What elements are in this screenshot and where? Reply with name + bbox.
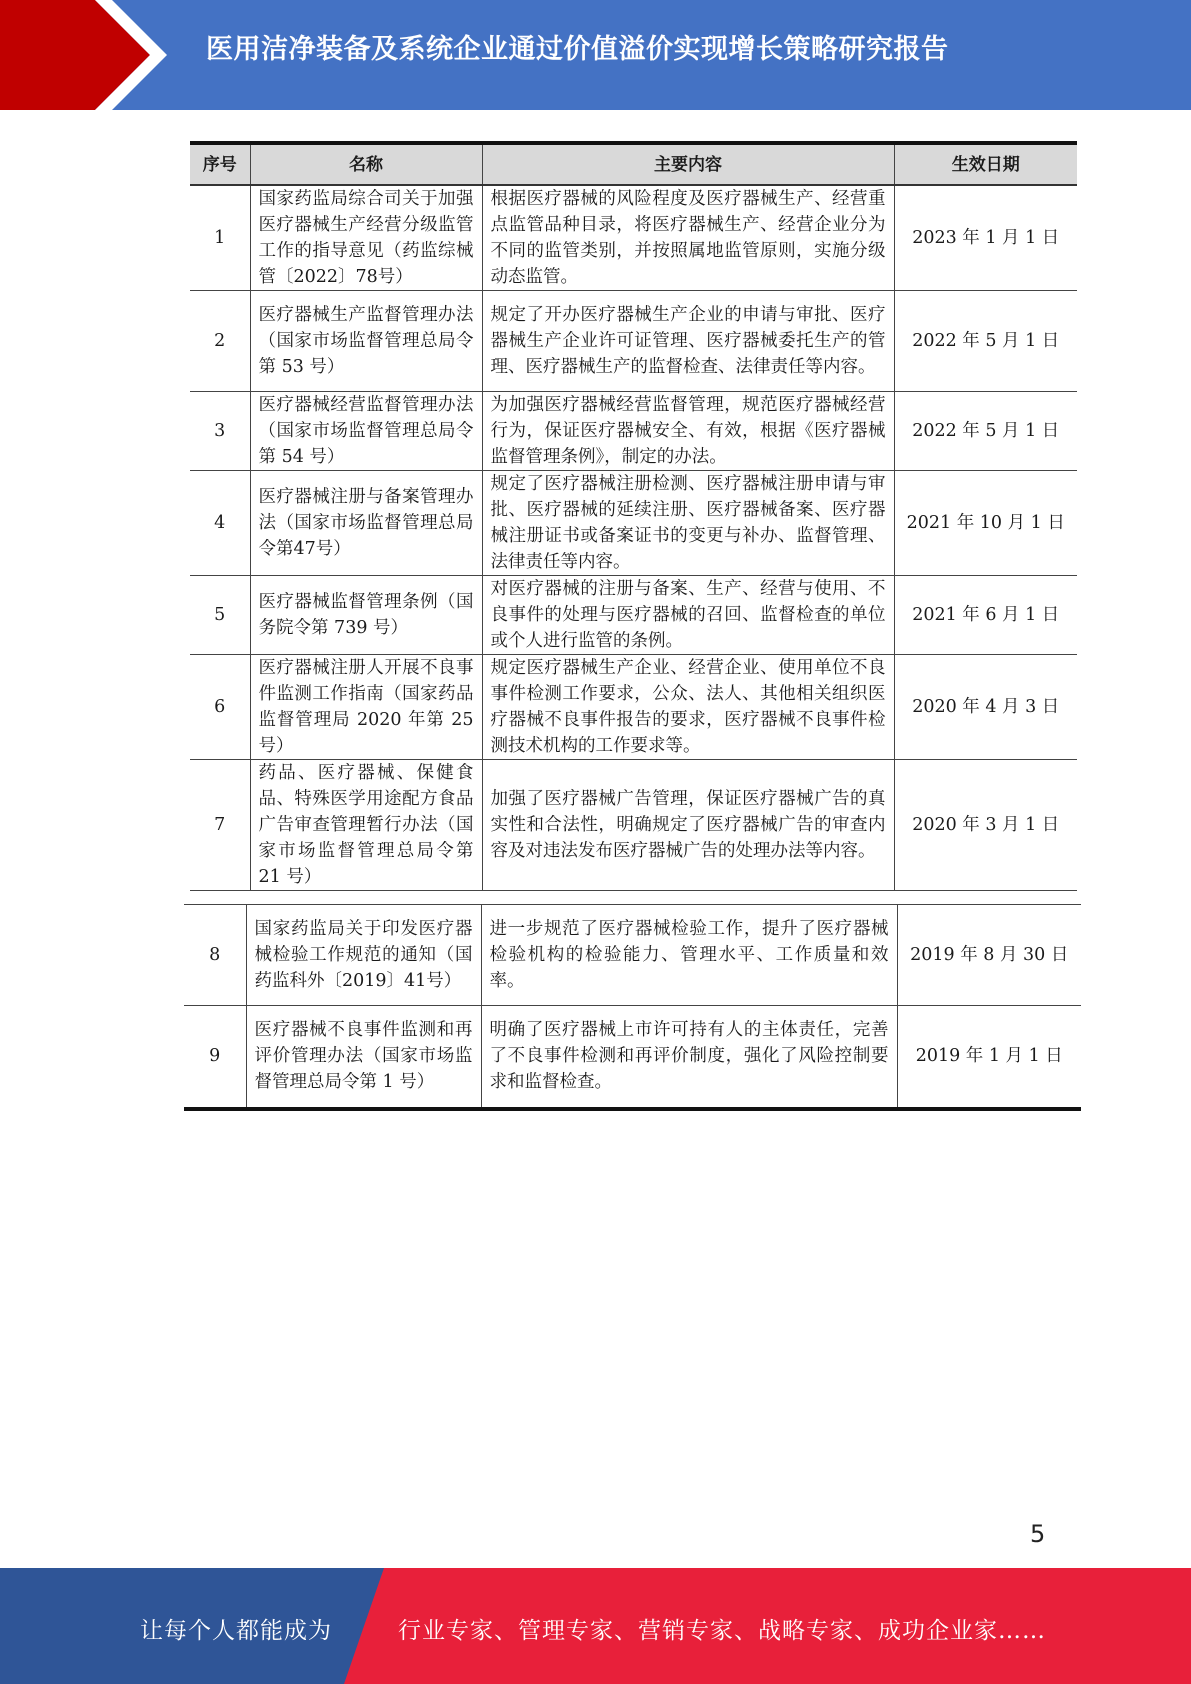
regulations-table — [190, 141, 1077, 891]
regulation-content: 加强了医疗器械广告管理，保证医疗器械广告的真实性和合法性，明确规定了医疗器械广告的审查内容及对违法发布医疗器械广告的处理办法等内容。 — [482, 760, 894, 891]
regulation-content: 进一步规范了医疗器械检验工作，提升了医疗器械检验机构的检验能力、管理水平、工作质量和效率。 — [481, 905, 897, 1006]
regulation-name: 药品、医疗器械、保健食品、特殊医学用途配方食品广告审查管理暂行办法（国家市场监督管理总局令第 21 号） — [250, 760, 482, 891]
report-title: 医用洁净装备及系统企业通过价值溢价实现增长策略研究报告 — [206, 34, 949, 65]
row-number: 1 — [190, 185, 250, 291]
regulation-name: 医疗器械经营监督管理办法（国家市场监督管理总局令第 54 号） — [250, 392, 482, 471]
table-row — [190, 185, 1077, 291]
column-header-name: 名称 — [250, 143, 482, 185]
regulation-content: 根据医疗器械的风险程度及医疗器械生产、经营重点监管品种目录，将医疗器械生产、经营企业分为不同的监管类别，并按照属地监管原则，实施分级动态监管。 — [482, 185, 894, 291]
regulation-name: 医疗器械监督管理条例（国务院令第 739 号） — [250, 576, 482, 655]
table-row — [190, 291, 1077, 392]
effective-date: 2023 年 1 月 1 日 — [894, 185, 1077, 291]
row-number: 3 — [190, 392, 250, 471]
effective-date: 2020 年 4 月 3 日 — [894, 655, 1077, 760]
effective-date: 2021 年 6 月 1 日 — [894, 576, 1077, 655]
header-arrow-decoration — [0, 0, 220, 110]
regulation-name: 医疗器械注册人开展不良事件监测工作指南（国家药品监督管理局 2020 年第 25 号） — [250, 655, 482, 760]
column-header-date: 生效日期 — [894, 143, 1077, 185]
column-header-no: 序号 — [190, 143, 250, 185]
table-header-row — [190, 143, 1077, 185]
regulations-table-continued — [184, 904, 1081, 1111]
column-header-content: 主要内容 — [482, 143, 894, 185]
footer-slogan-left: 让每个人都能成为 — [140, 1618, 332, 1644]
table-row — [190, 576, 1077, 655]
effective-date: 2022 年 5 月 1 日 — [894, 291, 1077, 392]
regulation-content: 规定了医疗器械注册检测、医疗器械注册申请与审批、医疗器械的延续注册、医疗器械备案、医疗器械注册证书或备案证书的变更与补办、监督管理、法律责任等内容。 — [482, 471, 894, 576]
regulation-content: 规定了开办医疗器械生产企业的申请与审批、医疗器械生产企业许可证管理、医疗器械委托生产的管理、医疗器械生产的监督检查、法律责任等内容。 — [482, 291, 894, 392]
effective-date: 2019 年 8 月 30 日 — [897, 905, 1081, 1006]
regulation-name: 医疗器械注册与备案管理办法（国家市场监督管理总局令第47号） — [250, 471, 482, 576]
row-number: 9 — [184, 1006, 246, 1109]
regulation-content: 为加强医疗器械经营监督管理，规范医疗器械经营行为，保证医疗器械安全、有效，根据《医疗器械监督管理条例》，制定的办法。 — [482, 392, 894, 471]
regulation-name: 医疗器械不良事件监测和再评价管理办法（国家市场监督管理总局令第 1 号） — [246, 1006, 481, 1109]
regulation-name: 医疗器械生产监督管理办法（国家市场监督管理总局令第 53 号） — [250, 291, 482, 392]
footer-slogan-right: 行业专家、管理专家、营销专家、战略专家、成功企业家…… — [398, 1618, 1046, 1644]
row-number: 7 — [190, 760, 250, 891]
regulation-name: 国家药监局综合司关于加强医疗器械生产经营分级监管工作的指导意见（药监综械管〔2022〕78号） — [250, 185, 482, 291]
page-number: 5 — [1030, 1520, 1046, 1548]
table-row — [190, 471, 1077, 576]
effective-date: 2020 年 3 月 1 日 — [894, 760, 1077, 891]
row-number: 2 — [190, 291, 250, 392]
table-row — [184, 905, 1081, 1006]
table-row — [190, 760, 1077, 891]
row-number: 8 — [184, 905, 246, 1006]
table-row — [190, 655, 1077, 760]
regulation-content: 明确了医疗器械上市许可持有人的主体责任，完善了不良事件检测和再评价制度，强化了风险控制要求和监督检查。 — [481, 1006, 897, 1109]
row-number: 5 — [190, 576, 250, 655]
regulation-name: 国家药监局关于印发医疗器械检验工作规范的通知（国药监科外〔2019〕41号） — [246, 905, 481, 1006]
effective-date: 2019 年 1 月 1 日 — [897, 1006, 1081, 1109]
table-row — [184, 1006, 1081, 1109]
row-number: 6 — [190, 655, 250, 760]
row-number: 4 — [190, 471, 250, 576]
page-footer — [0, 1568, 1191, 1684]
effective-date: 2021 年 10 月 1 日 — [894, 471, 1077, 576]
effective-date: 2022 年 5 月 1 日 — [894, 392, 1077, 471]
page-header — [0, 0, 1191, 110]
table-row — [190, 392, 1077, 471]
regulation-content: 规定医疗器械生产企业、经营企业、使用单位不良事件检测工作要求，公众、法人、其他相关组织医疗器械不良事件报告的要求，医疗器械不良事件检测技术机构的工作要求等。 — [482, 655, 894, 760]
regulation-content: 对医疗器械的注册与备案、生产、经营与使用、不良事件的处理与医疗器械的召回、监督检查的单位或个人进行监管的条例。 — [482, 576, 894, 655]
